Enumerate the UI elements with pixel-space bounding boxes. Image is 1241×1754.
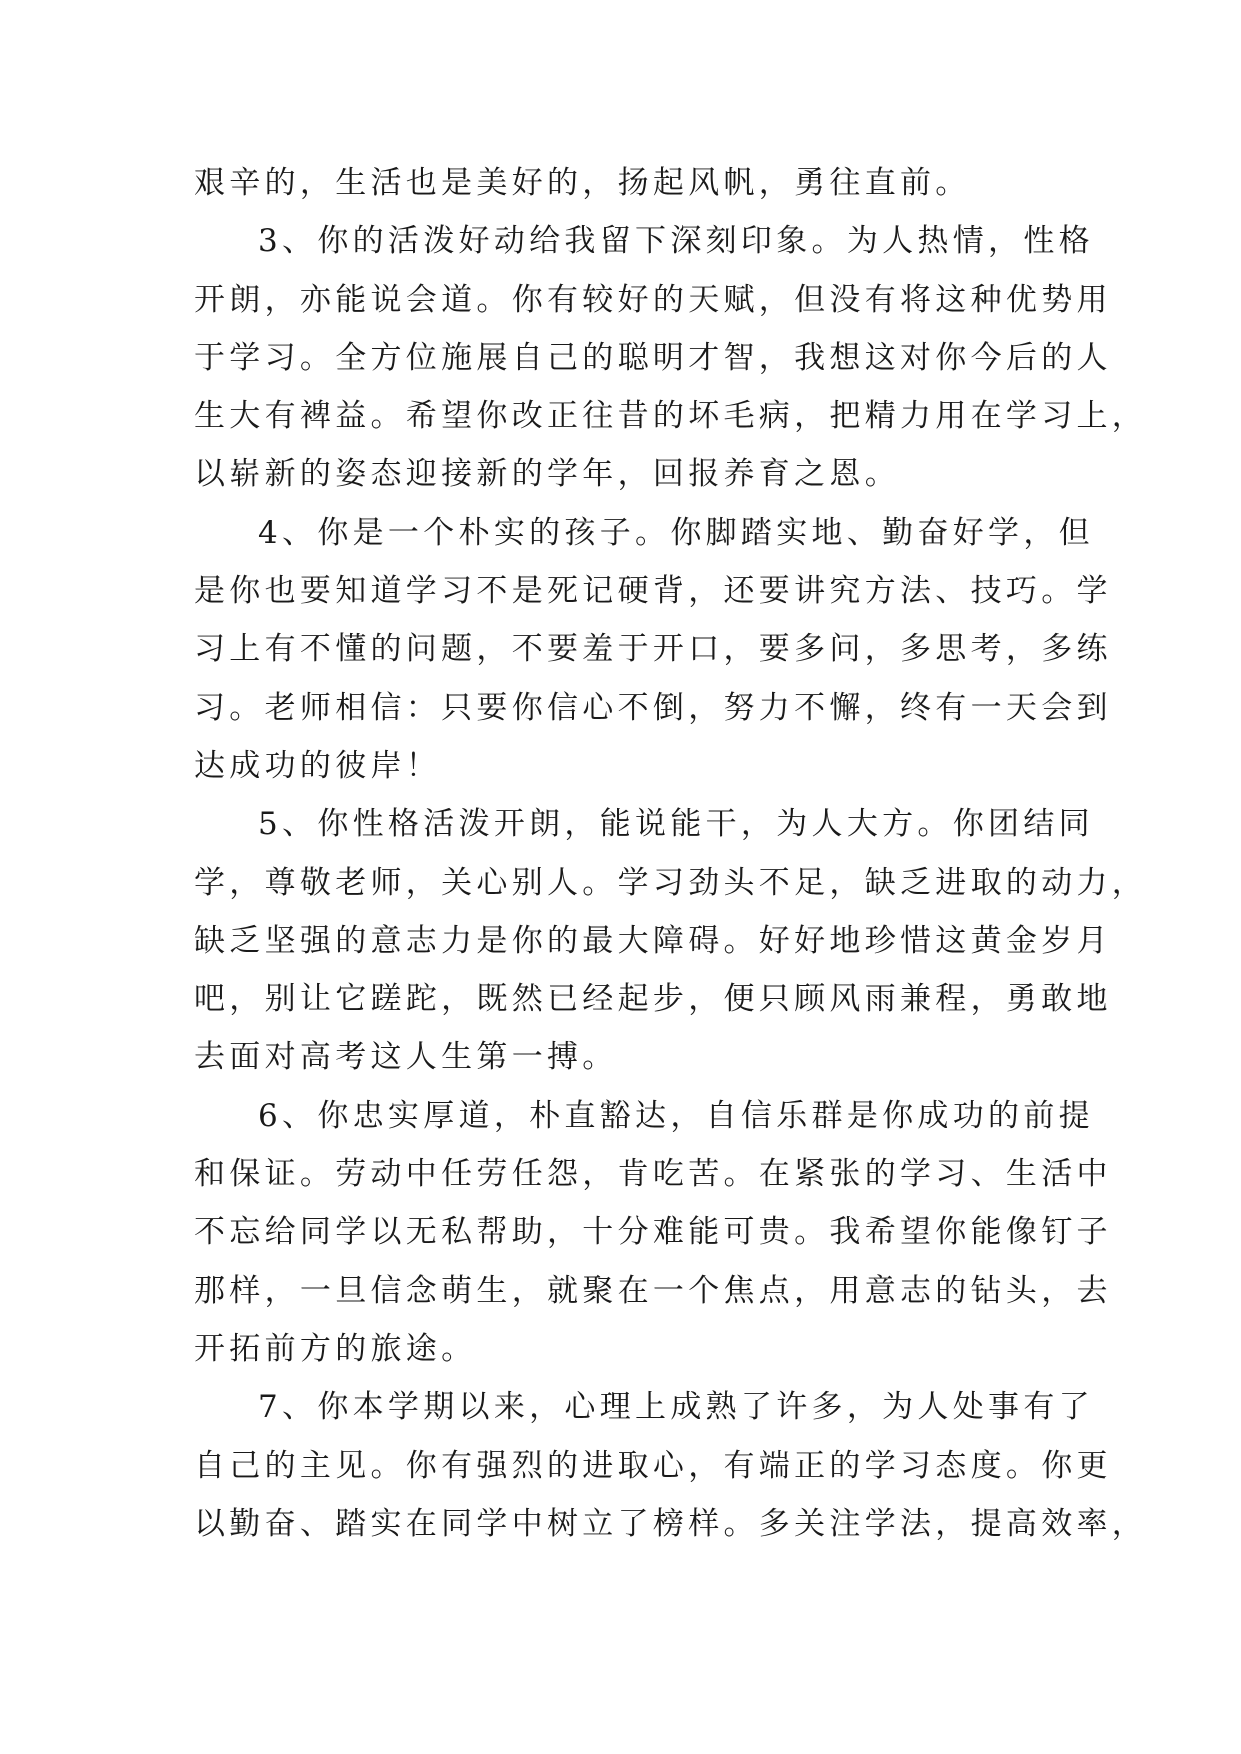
text-line: 自己的主见。你有强烈的进取心，有端正的学习态度。你更 [194,1447,1112,1484]
paragraph-start-line: 6、你忠实厚道，朴直豁达，自信乐群是你成功的前提 [258,1097,1094,1134]
text-line: 吧，别让它蹉跎，既然已经起步，便只顾风雨兼程，勇敢地 [194,981,1112,1018]
text-line: 习上有不懂的问题，不要羞于开口，要多问，多思考，多练 [194,631,1112,668]
text-line: 以崭新的姿态迎接新的学年，回报养育之恩。 [194,456,900,493]
text-line: 于学习。全方位施展自己的聪明才智，我想这对你今后的人 [194,339,1112,376]
paragraph-start-line: 3、你的活泼好动给我留下深刻印象。为人热情，性格 [258,223,1094,260]
text-line: 那样，一旦信念萌生，就聚在一个焦点，用意志的钻头，去 [194,1272,1112,1309]
paragraph-start-line: 5、你性格活泼开朗，能说能干，为人大方。你团结同 [258,806,1094,843]
text-line: 达成功的彼岸！ [194,747,442,784]
document-body [194,154,1148,1553]
text-line: 习。老师相信：只要你信心不倒，努力不懈，终有一天会到 [194,689,1112,726]
text-line: 不忘给同学以无私帮助，十分难能可贵。我希望你能像钉子 [194,1214,1112,1251]
text-line: 以勤奋、踏实在同学中树立了榜样。多关注学法，提高效率， [194,1505,1148,1542]
text-line: 开朗，亦能说会道。你有较好的天赋，但没有将这种优势用 [194,281,1112,318]
text-line: 缺乏坚强的意志力是你的最大障碍。好好地珍惜这黄金岁月 [194,922,1112,959]
paragraph-start-line: 4、你是一个朴实的孩子。你脚踏实地、勤奋好学，但 [258,514,1094,551]
text-line: 艰辛的，生活也是美好的，扬起风帆，勇往直前。 [194,165,971,201]
text-line: 和保证。劳动中任劳任怨，肯吃苦。在紧张的学习、生活中 [194,1156,1112,1193]
paragraph-start-line: 7、你本学期以来，心理上成熟了许多，为人处事有了 [258,1389,1094,1426]
text-line: 学，尊敬老师，关心别人。学习劲头不足，缺乏进取的动力， [194,864,1148,901]
text-line: 去面对高考这人生第一搏。 [194,1039,618,1076]
text-line: 生大有裨益。希望你改正往昔的坏毛病，把精力用在学习上， [194,398,1148,435]
text-line: 是你也要知道学习不是死记硬背，还要讲究方法、技巧。学 [194,573,1112,610]
text-line: 开拓前方的旅途。 [194,1330,477,1367]
